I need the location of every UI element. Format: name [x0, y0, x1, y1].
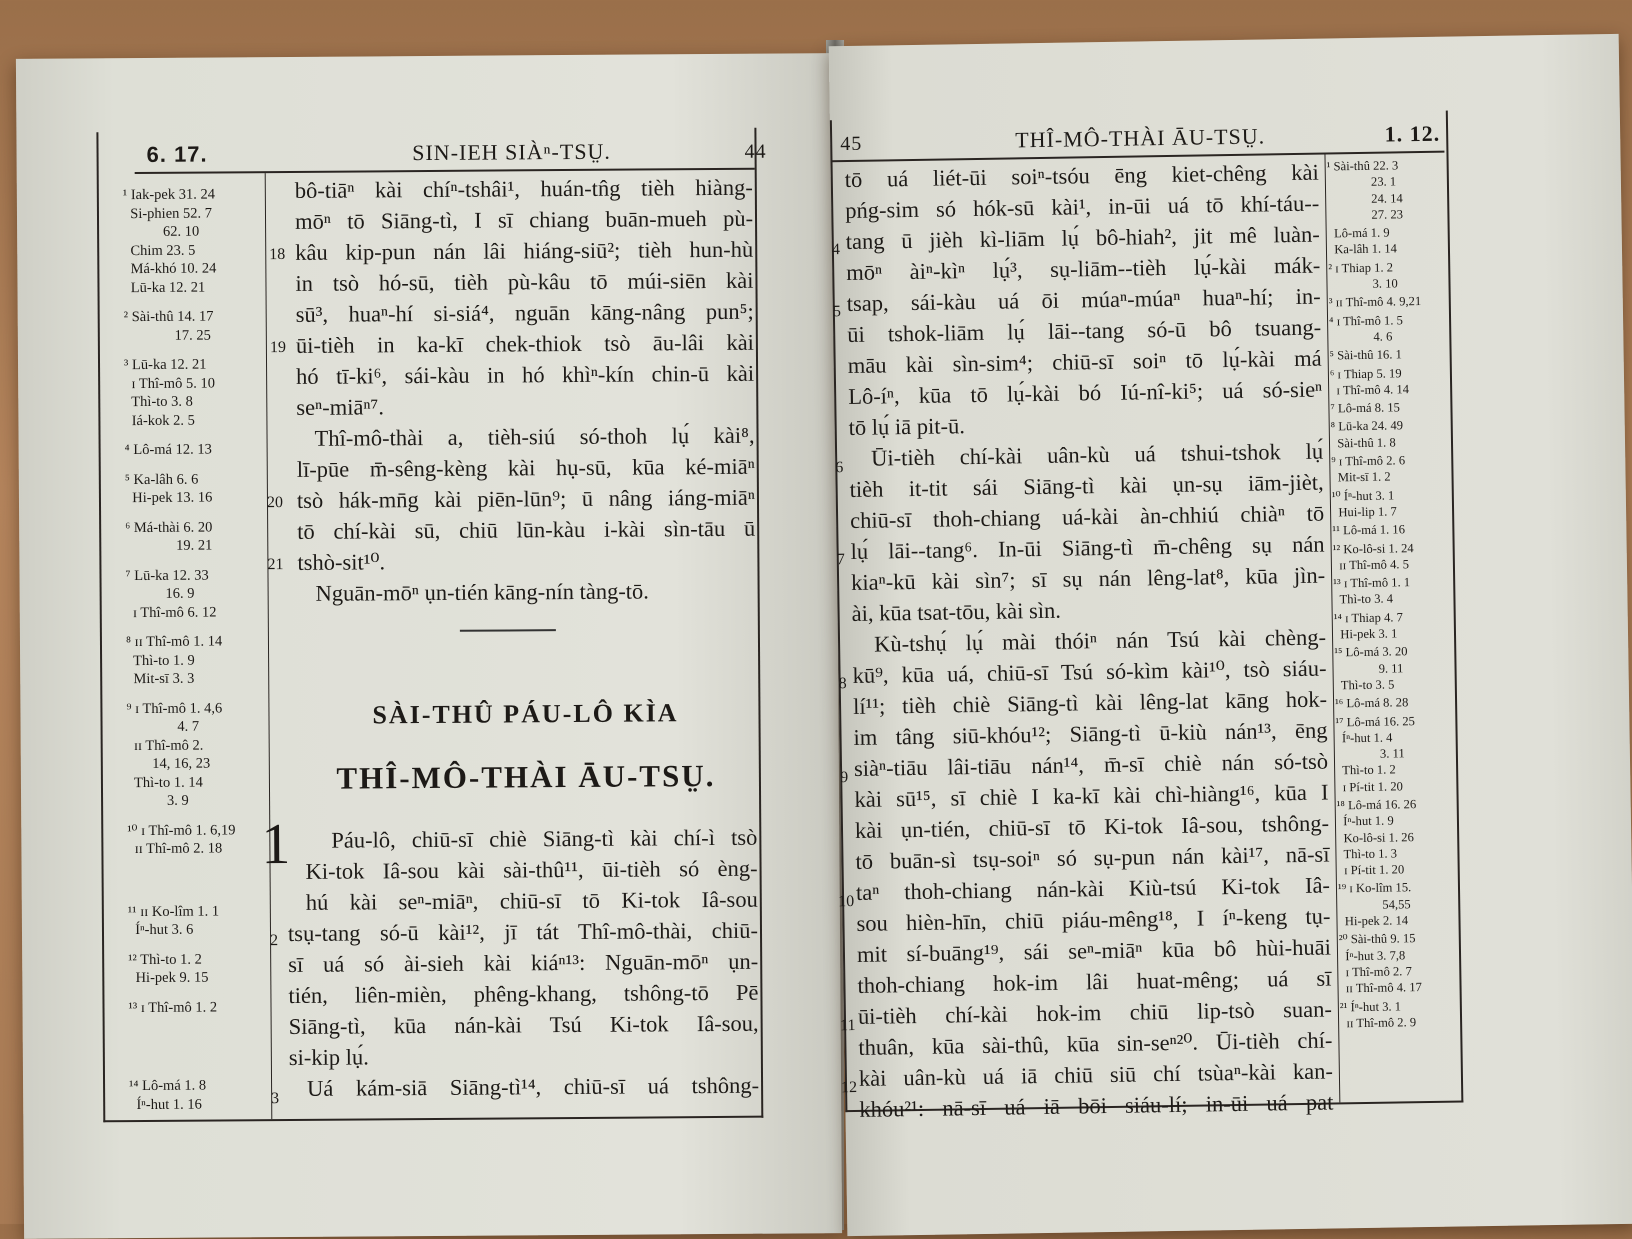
text-line: im tâng siū-khóu¹²; Siāng-tì ū-kiù nán¹³, ēng [853, 717, 1328, 750]
text-line: Siāng-tì, kūa nán-kài Tsú Ki-tok Iâ-sou, [288, 1010, 759, 1039]
text-line: thoh-chiang hok-im lâi huat-mêng; uá sī [857, 965, 1332, 998]
verse-number: 9 [840, 769, 849, 787]
chapter-drop-numeral: 1 [261, 810, 291, 877]
cross-reference: ⁸ ɪɪ Thî-mô 1. 14 Thì-to 1. 9 Mit-sī 3. 3 [125, 633, 223, 688]
cross-reference: ¹³ ɪ Thî-mô 1. 1 Thì-to 3. 4 [1333, 575, 1411, 607]
left-page-number: 44 [744, 140, 767, 163]
text-line: pńg-sim só hók-sū kài¹, in-ūi uá tō khí-táu-- [845, 190, 1320, 224]
text-line: kâu kip-pun nán lâi hiáng-siū²; tièh hun-hù [295, 236, 754, 265]
text-line: kài ụn-tién, chiū-sī tō Ki-tok Iâ-sou, tshông- [854, 810, 1330, 843]
text-line: ūi-tièh chí-kài hok-im chiū lip-tsò suan- [857, 996, 1333, 1029]
cross-reference: ⁹ ɪ Thî-mô 2. 6 Mit-sī 1. 2 [1331, 453, 1406, 485]
verse-number: 19 [269, 338, 286, 357]
text-line: thuân, kūa sài-thû, kūa sin-seⁿ²⁰. Ūi-tièh chí- [858, 1027, 1333, 1060]
verse-number: 18 [269, 245, 286, 264]
cross-reference: ⁶ ɪ Thiap 5. 19 ɪ Thî-mô 4. 14 [1329, 365, 1410, 398]
text-line: khóu²¹: nā-sī uá iā bōi siáu-lí; in-ūi uá pat [859, 1089, 1334, 1122]
cross-reference: ²¹ Íⁿ-hut 3. 1 ɪɪ Thî-mô 2. 9 [1339, 998, 1417, 1031]
text-line: mōⁿ tō Siāng-tì, I sī chiang buān-mueh pù- [294, 205, 754, 234]
cross-reference: ⁴ ɪ Thî-mô 1. 5 4. 6 [1328, 312, 1403, 345]
verse-number: 2 [269, 932, 279, 950]
text-line: tsụ-tang só-ū kài¹², jī tát Thî-mô-thài, chiū- [287, 917, 759, 946]
cross-reference: ¹⁴ ɪ Thiap 4. 7 Hi-pek 3. 1 [1333, 610, 1404, 642]
cross-reference: ¹ Sài-thû 22. 3 23. 1 24. 14 27. 23 [1326, 158, 1404, 223]
verse-number: 20 [266, 494, 284, 512]
text-line: sou hièn-hīn, chiū piáu-mêng¹⁸, I íⁿ-keng tụ- [856, 903, 1331, 936]
text-line: tshò-sit¹⁰. [297, 549, 386, 575]
text-line: tō lụ́ iā pit-ū. [848, 413, 966, 441]
book-title-line-1: SÀI-THÛ PÁU-LÔ KÌA [372, 698, 679, 730]
right-page [829, 34, 1632, 1236]
text-line: Páu-lô, chiū-sī chiè Siāng-tì kài chí-ì tsò [331, 824, 758, 853]
cross-reference: ¹⁷ Lô-má 16. 25 Íⁿ-hut 1. 4 3. 11 Thì-to 1. 2 ɪ Pí-tit 1. 20 [1335, 713, 1416, 795]
verse-number: 6 [835, 459, 844, 477]
cross-reference: ¹⁴ Lô-má 1. 8 Íⁿ-hut 1. 16 [129, 1077, 207, 1113]
cross-reference: ¹¹ ɪɪ Ko-lîm 1. 1 Íⁿ-hut 3. 6 [127, 902, 220, 939]
verse-number: 10 [838, 892, 855, 911]
verse-number: 7 [836, 551, 845, 569]
cross-reference: ¹² Thì-to 1. 2 Hi-pek 9. 15 [128, 951, 209, 987]
verse-number: 3 [271, 1090, 280, 1108]
text-line: Kù-tshụ́ lụ́ mài thóiⁿ nán Tsú kài chèng- [873, 624, 1327, 657]
verse-number: 4 [831, 241, 841, 259]
text-line: tō uá liét-ūi soiⁿ-tsóu ēng kiet-chêng kài [844, 159, 1319, 193]
text-line: mit sí-buāng¹⁹, sái seⁿ-miāⁿ kūa bô hùi-huāi [856, 934, 1332, 967]
text-line: ài, kūa tsat-tōu, kài sìn. [851, 597, 1062, 626]
book-title-line-2: THÎ-MÔ-THÀI ĀU-TSṲ. [336, 758, 716, 796]
cross-reference: ¹ Iak-pek 31. 24 Si-phien 52. 7 62. 10 Chim 23. 5 Má-khó 10. 24 Lū-ka 12. 21 [122, 186, 217, 296]
left-page [16, 53, 842, 1239]
cross-reference: ⁵ Ka-lâh 6. 6 Hi-pek 13. 16 [124, 471, 213, 507]
verse-number: 21 [267, 556, 284, 574]
cross-reference: ¹⁸ Lô-má 16. 26 Íⁿ-hut 1. 9 Ko-lô-si 1. 26 Thì-to 1. 3 ɪ Pí-tit 1. 20 [1336, 797, 1417, 878]
verse-number: 8 [838, 675, 847, 693]
text-line: kiaⁿ-kū kài sìn⁷; sī sụ nán lêng-lat⁸, kūa jìn- [850, 562, 1326, 595]
cross-reference: ¹⁵ Lô-má 3. 20 9. 11 Thì-to 3. 5 [1334, 644, 1408, 693]
cross-reference: ³ ɪɪ Thî-mô 4. 9,21 [1328, 294, 1422, 310]
text-line: hó tī-ki⁶, sái-kàu in hó khìⁿ-kín chin-ū kài [296, 360, 755, 389]
text-line: tō chí-kài sū, chiū lūn-kàu i-kài sìn-tāu ū [297, 515, 756, 544]
left-running-title: SIN-IEH SIÀⁿ-TSṲ. [412, 138, 611, 166]
text-line: Thî-mô-thài a, tièh-siú só-thoh lụ́ kài⁸, [314, 422, 755, 451]
text-line: sī uá só ài-sieh kài kiáⁿ¹³: Nguān-mōⁿ ụn- [288, 948, 759, 977]
cross-reference: ⁵ Sài-thû 16. 1 [1329, 347, 1402, 363]
text-line: lụ́ lāi--tang⁶. In-ūi Siāng-tì m̄-chêng sụ nán [850, 531, 1325, 564]
cross-reference: ¹⁰ ɪ Thî-mô 1. 6,19 ɪɪ Thî-mô 2. 18 [127, 821, 236, 858]
cross-reference: ² Sài-thû 14. 17 17. 25 [123, 308, 214, 344]
cross-reference: ⁸ Lū-ka 24. 49 Sài-thû 1. 8 [1330, 418, 1404, 451]
right-cross-references [1327, 157, 1457, 1034]
right-page-number: 45 [840, 132, 863, 156]
cross-reference: Lô-má 1. 9 Ka-lâh 1. 14 [1327, 225, 1397, 257]
cross-reference: ² ɪ Thiap 1. 2 3. 10 [1328, 260, 1398, 292]
text-line: kū⁹, kūa uá, chiū-sī Tsú só-kìm kài¹⁰, tsò siáu- [852, 655, 1327, 688]
text-line: siàⁿ-tiāu lâi-tiāu nán¹⁴, m̄-sī chiè nán só-tsò [853, 748, 1329, 781]
text-line: Uá kám-siā Siāng-tì¹⁴, chiū-sī uá tshông- [306, 1072, 760, 1101]
verse-number: 12 [840, 1078, 858, 1097]
text-line: tang ū jièh kì-liām lụ́ bô-hiah², jit mê luàn- [845, 221, 1320, 255]
right-chapter-ref: 1. 12. [1384, 120, 1441, 147]
cross-reference: ⁷ Lô-má 8. 15 [1330, 400, 1401, 416]
text-line: Ki-tok Iâ-sou kài sài-thû¹¹, ūi-tièh só èng- [305, 855, 758, 884]
text-line: tō buān-sì tsụ-soiⁿ só sụ-pun nán kài¹⁷, nā-sī [855, 841, 1330, 874]
text-line: hú kài seⁿ-miāⁿ, chiū-sī tō Ki-tok Iâ-sou [305, 886, 758, 915]
cross-reference: ¹⁰ Íⁿ-hut 3. 1 Hui-lip 1. 7 [1331, 488, 1397, 520]
text-line: bô-tiāⁿ kài chíⁿ-tshâi¹, huán-tn̂g tièh hiàng- [294, 174, 753, 203]
text-line: māu kài sìn-sim⁴; chiū-sī soiⁿ tō lụ́-kài má [847, 345, 1322, 379]
text-line: Ūi-tièh chí-kài uân-kù uá tshui-tshok lụ́ [870, 438, 1324, 471]
right-running-title: THÎ-MÔ-THÀI ĀU-TSṲ. [1015, 123, 1266, 153]
text-line: mōⁿ àiⁿ-kìⁿ lụ́³, sụ-liām--tièh lụ́-kài mák- [846, 252, 1321, 286]
left-cross-references [123, 185, 270, 1125]
text-line: ūi tshok-liām lụ́ lāi--tang só-ū bô tsuang- [847, 314, 1322, 348]
cross-reference: ¹³ ɪ Thî-mô 1. 2 [128, 998, 218, 1016]
text-line: kài uân-kù uá iā chiū siū chí tsùaⁿ-kài kan- [858, 1058, 1334, 1091]
cross-reference: ¹¹ Lô-má 1. 16 [1332, 522, 1406, 538]
cross-reference: ⁶ Má-thài 6. 20 19. 21 [125, 519, 213, 555]
text-line: sū³, huaⁿ-hí si-siá⁴, nguān kāng-nâng pun⁵; [295, 298, 754, 327]
text-line: ūi-tièh in ka-kī chek-thiok tsò āu-lâi kài [295, 329, 754, 358]
text-line: tsò hák-mn̄g kài piēn-lūn⁹; ū nâng iáng-miāⁿ [296, 484, 756, 513]
text-line: Nguān-mōⁿ ụn-tién kāng-nín tàng-tō. [315, 578, 649, 606]
cross-reference: ⁹ ɪ Thî-mô 1. 4,6 4. 7 ɪɪ Thî-mô 2. 14, 16, 23 Thì-to 1. 14 3. 9 [126, 699, 223, 810]
text-line: in tsò hó-sū, tièh pù-kâu tō múi-siēn kài [295, 267, 754, 296]
text-line: Lô-íⁿ, kūa tō lụ́-kài bó Iú-nî-ki⁵; uá só-sieⁿ [848, 376, 1323, 410]
cross-reference: ⁷ Lū-ka 12. 33 16. 9 ɪ Thî-mô 6. 12 [125, 567, 217, 621]
verse-number: 5 [832, 303, 842, 321]
verse-number: 11 [839, 1016, 856, 1035]
text-line: lī-pūe m̄-sêng-kèng kài hụ-sū, kūa ké-miāⁿ [296, 453, 755, 482]
cross-reference: ¹² Ko-lô-si 1. 24 ɪɪ Thî-mô 4. 5 [1332, 540, 1414, 573]
text-line: kài sū¹⁵, sī chiè I ka-kī kài chì-hiàng¹⁶, kūa I [854, 779, 1329, 812]
cross-reference: ³ Lū-ka 12. 21 ɪ Thî-mô 5. 10 Thì-to 3. 8 Iá-kok 2. 5 [123, 356, 215, 429]
text-line: tién, liên-mièn, phêng-khang, tshông-tō Pē [288, 979, 759, 1008]
text-line: chiū-sī thoh-chiang uá-kài àn-chhiú chiàⁿ tō [849, 500, 1325, 533]
cross-reference: ¹⁶ Lô-má 8. 28 [1334, 695, 1409, 711]
left-body-bottom [269, 822, 760, 1108]
text-line: tièh it-tit sái Siāng-tì kài ụn-sụ iām-jièt, [849, 469, 1324, 503]
text-line: seⁿ-miāⁿ⁷. [296, 394, 385, 420]
cross-reference: ⁴ Lô-má 12. 13 [124, 441, 212, 459]
cross-reference: ¹⁹ ɪ Ko-lîm 15. 54,55 Hi-pek 2. 14 [1337, 880, 1412, 929]
text-line: si-kip lụ́. [288, 1044, 369, 1070]
text-line: taⁿ thoh-chiang nán-kài Kiù-tsú Ki-tok Iâ- [855, 872, 1331, 905]
text-line: tsap, sái-kàu uá ōi múaⁿ-múaⁿ huaⁿ-hí; in- [846, 283, 1321, 317]
cross-reference: ²⁰ Sài-thû 9. 15 Íⁿ-hut 3. 7,8 ɪ Thî-mô 2. 7 ɪɪ Thî-mô 4. 17 [1338, 931, 1422, 996]
right-body [831, 157, 1334, 1125]
left-body-top [266, 172, 756, 609]
left-chapter-ref: 6. 17. [146, 141, 208, 167]
text-line: lí¹¹; tièh chiè Siāng-tì kài lêng-lat kāng hok- [852, 686, 1328, 719]
